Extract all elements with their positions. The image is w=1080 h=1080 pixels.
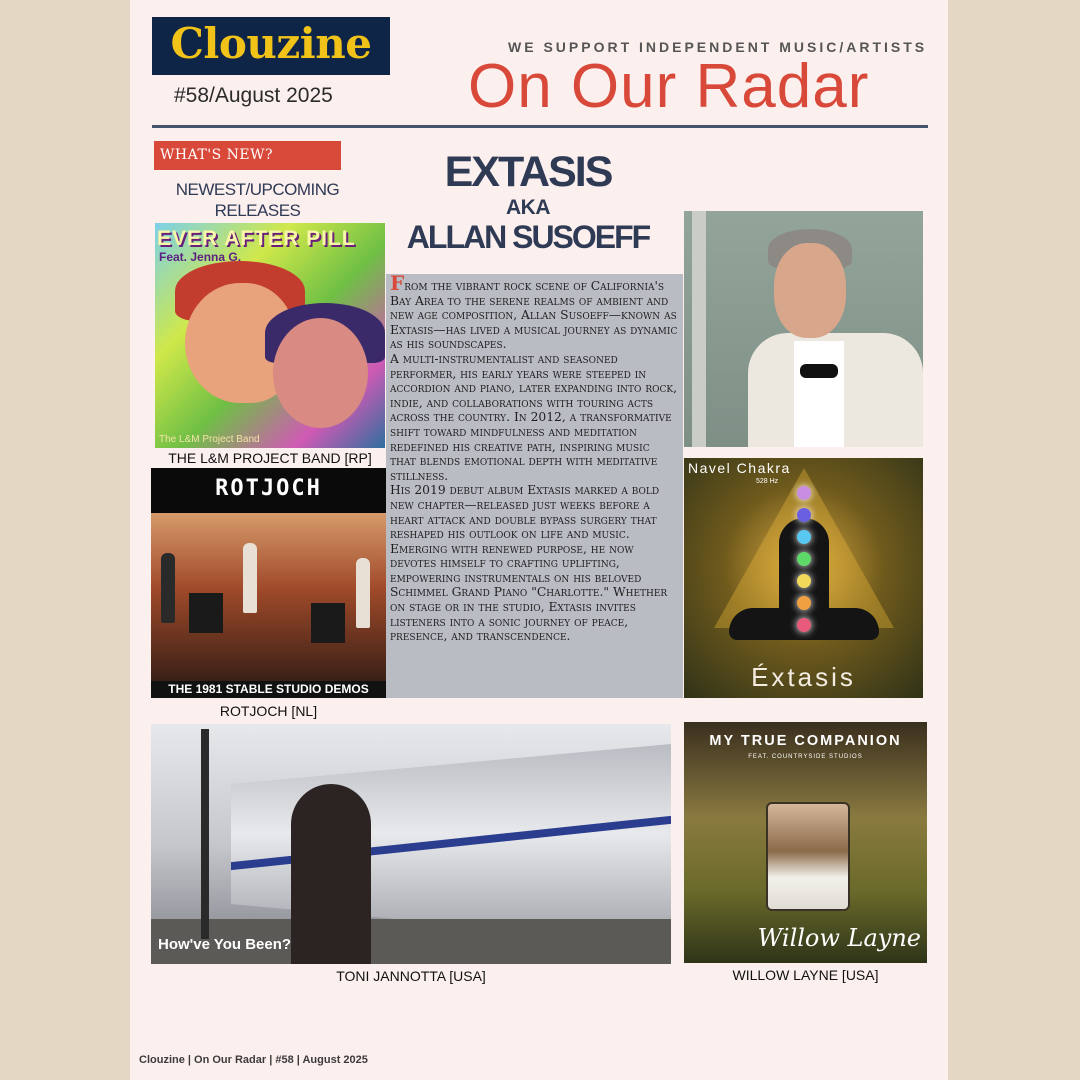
issue-label: #58/August 2025: [174, 84, 333, 107]
drop-cap: F: [390, 271, 405, 295]
portrait-bowtie: [800, 364, 838, 378]
newest-line-2: RELEASES: [214, 201, 301, 220]
aka-label: AKA: [506, 196, 550, 219]
article-paragraph-3: His 2019 debut album Extasis marked a bold new chapter—released just weeks before a heart attack and double bypass surgery that reshaped his outlook on life and music. Emerging with renewed purpose, he now devotes himself to crafting uplifting, empowering instrumentals on his beloved Schimmel Grand Piano "Charlotte." Whether on stage or in the studio, Extasis invites listeners into a sonic journey of peace, presence, and transcendence.: [390, 483, 668, 644]
header-divider: [152, 125, 928, 128]
release-caption-1: THE L&M PROJECT BAND [RP]: [168, 450, 372, 466]
howve-you-been-cover[interactable]: [151, 724, 671, 964]
newest-line-1: NEWEST/UPCOMING: [175, 180, 340, 199]
ever-after-pill-cover[interactable]: [155, 223, 385, 448]
artist-real-name: ALLAN SUSOEFF: [406, 219, 650, 255]
embracing-couple: [291, 784, 371, 964]
band-member: [356, 558, 370, 628]
magazine-page: [130, 0, 948, 1080]
artist-portrait: [684, 211, 923, 447]
cover-subtitle: FEAT. COUNTRYSIDE STUDIOS: [748, 754, 863, 760]
navel-chakra-cover[interactable]: [684, 458, 923, 698]
logo-text: Clouzine: [170, 19, 372, 68]
clouzine-logo: [152, 17, 390, 75]
chakra-dot: [797, 530, 811, 544]
newest-releases-heading: [170, 179, 345, 221]
artist-name: EXTASIS: [444, 148, 612, 196]
my-true-companion-cover[interactable]: [684, 722, 927, 963]
portrait-background: [692, 211, 706, 447]
amplifier: [311, 603, 345, 643]
article-paragraph-2: A multi-instrumentalist and seasoned performer, his early years were steeped in accordion and piano, later expanding into rock, indie, and collaborations with touring acts across the country. In 2012, a transformative shift toward mindfulness and meditation redefined his creative path, inspiring music that blends emotional depth with meditative stillness.: [390, 351, 678, 483]
chakra-dot: [797, 508, 811, 522]
release-caption-3: TONI JANNOTTA [USA]: [336, 968, 486, 984]
page-footer: Clouzine | On Our Radar | #58 | August 2025: [139, 1054, 368, 1066]
cover-subtitle: THE 1981 STABLE STUDIO DEMOS: [168, 682, 369, 696]
feature-headline: [388, 147, 668, 255]
section-title: On Our Radar: [468, 52, 870, 121]
artist-with-dog-photo: [766, 802, 850, 911]
cover-title: ROTJOCH: [215, 476, 322, 501]
whats-new-label: WHAT'S NEW?: [160, 147, 274, 163]
band-stage-photo: [151, 513, 386, 681]
chakra-dot: [797, 574, 811, 588]
portrait-shirt: [794, 341, 844, 447]
cover-strip: [151, 681, 386, 698]
chakra-dot: [797, 596, 811, 610]
chakra-dot: [797, 486, 811, 500]
band-member: [161, 553, 175, 623]
cover-feat: Feat. Jenna G.: [159, 250, 242, 264]
cover-title: How've You Been?: [158, 936, 292, 953]
article-paragraph-1: rom the vibrant rock scene of California's Bay Area to the serene realms of ambient and new age composition, Allan Susoeff—known as Extasis—has lived a musical journey as dynamic as his soundscapes.: [390, 279, 678, 352]
amplifier: [189, 593, 223, 633]
cover-title: Navel Chakra: [688, 460, 791, 476]
release-caption-4: WILLOW LAYNE [USA]: [732, 967, 879, 983]
release-caption-2: ROTJOCH [NL]: [219, 703, 318, 719]
cover-artist: Éxtasis: [751, 662, 856, 692]
feature-article: [386, 271, 683, 698]
tagline: WE SUPPORT INDEPENDENT MUSIC/ARTISTS: [508, 39, 928, 55]
cover-frequency: 528 Hz: [756, 478, 779, 485]
article-body: [390, 271, 678, 644]
portrait-face: [774, 243, 846, 338]
cover-title: MY TRUE COMPANION: [709, 733, 902, 749]
cover-title: EVER AFTER PILL: [157, 227, 356, 250]
whats-new-banner: [154, 141, 341, 170]
cover-signature: Willow Layne: [757, 924, 921, 952]
band-member: [243, 543, 257, 613]
lamp-post: [201, 729, 209, 939]
rotjoch-cover[interactable]: [151, 468, 386, 698]
cover-band: The L&M Project Band: [159, 434, 260, 445]
chakra-dot: [797, 552, 811, 566]
chakra-dot: [797, 618, 811, 632]
cover-art-shape: [273, 318, 368, 428]
